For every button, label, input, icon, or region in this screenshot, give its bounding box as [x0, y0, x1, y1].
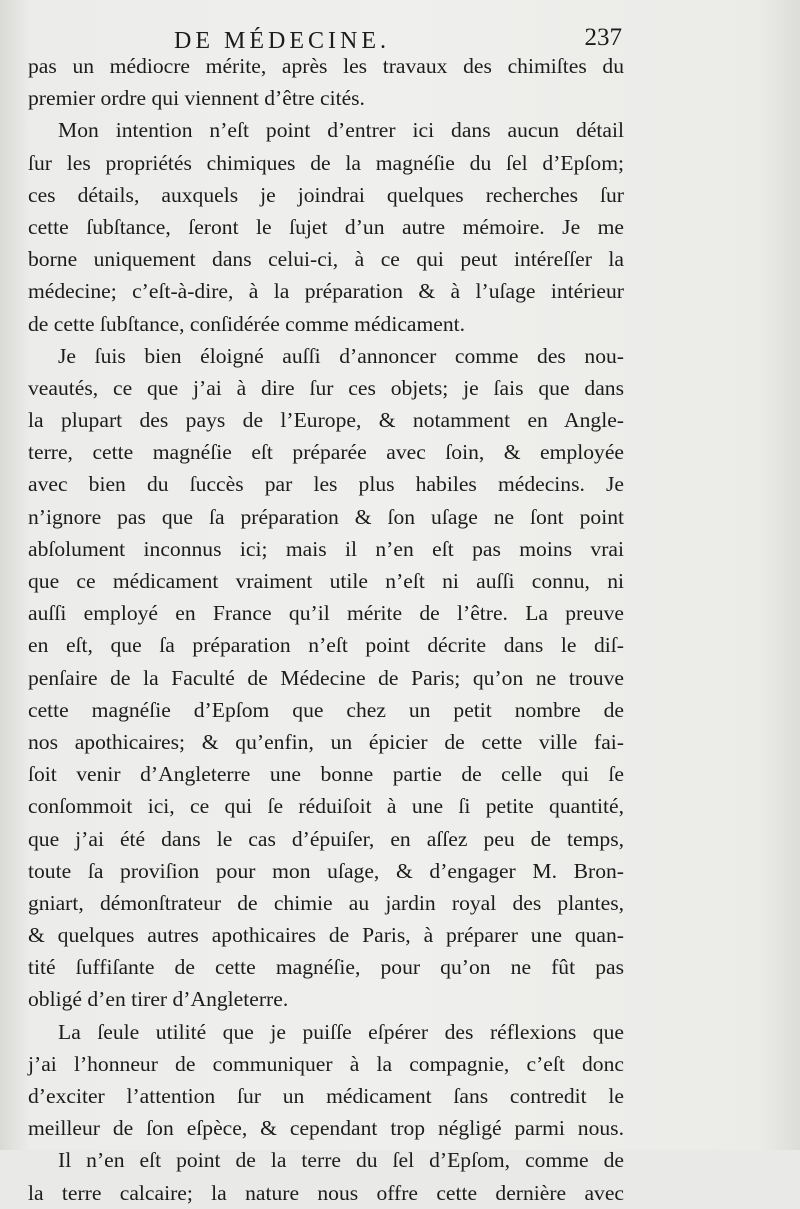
text-line: ſoit venir d’Angleterre une bonne partie de celle qui ſe	[28, 762, 624, 787]
text-line: la terre calcaire; la nature nous offre cette dernière avec	[28, 1180, 624, 1205]
text-line: médecine; c’eſt-à-dire, à la préparation & à l’uſage intérieur	[28, 279, 624, 304]
text-line: & quelques autres apothicaires de Paris, à préparer une quan-	[28, 923, 624, 948]
text-line: obligé d’en tirer d’Angleterre.	[28, 987, 289, 1012]
text-line: cette ſubſtance, ſeront le ſujet d’un autre mémoire. Je me	[28, 214, 624, 239]
text-line: de cette ſubſtance, conſidérée comme médicament.	[28, 311, 466, 336]
text-line: d’exciter l’attention ſur un médicament ſans contredit le	[28, 1084, 624, 1108]
page-number: 237	[584, 24, 622, 51]
text-line: gniart, démonſtrateur de chimie au jardin royal des plantes,	[28, 890, 624, 915]
text-line: Je ſuis bien éloigné auſſi d’annoncer comme des nou-	[58, 343, 624, 368]
text-line: cette magnéſie d’Epſom que chez un petit nombre de	[28, 697, 624, 722]
text-line: abſolument inconnus ici; mais il n’en eſt pas moins vrai	[28, 536, 624, 561]
text-line: pas un médiocre mérite, après les travaux des chimiſtes du	[28, 54, 624, 78]
text-line: auſſi employé en France qu’il mérite de l’être. La preuve	[28, 601, 624, 626]
text-line: veautés, ce que j’ai à dire ſur ces objets; je ſais que dans	[28, 375, 624, 400]
text-line: borne uniquement dans celui-ci, à ce qui peut intéreſſer la	[28, 247, 624, 272]
text-line: premier ordre qui viennent d’être cités.	[28, 86, 365, 111]
text-line: j’ai l’honneur de communiquer à la compagnie, c’eſt donc	[28, 1051, 624, 1076]
text-line: en eſt, que ſa préparation n’eſt point décrite dans le diſ-	[28, 633, 624, 658]
running-head: DE MÉDECINE.	[174, 28, 390, 54]
text-line: meilleur de ſon eſpèce, & cependant trop négligé parmi nous.	[28, 1116, 624, 1141]
text-line: que ce médicament vraiment utile n’eſt ni auſſi connu, ni	[28, 569, 624, 593]
text-line: que j’ai été dans le cas d’épuiſer, en aſſez peu de temps,	[28, 826, 624, 851]
text-line: n’ignore pas que ſa préparation & ſon uſage ne ſont point	[28, 504, 624, 529]
text-line: ces détails, auxquels je joindrai quelques recherches ſur	[28, 182, 624, 207]
page-body	[28, 50, 624, 1209]
text-line: La ſeule utilité que je puiſſe eſpérer des réflexions que	[58, 1019, 624, 1044]
text-line: Il n’en eſt point de la terre du ſel d’Epſom, comme de	[58, 1148, 624, 1173]
text-line: ſur les propriétés chimiques de la magnéſie du ſel d’Epſom;	[28, 150, 624, 175]
text-line: avec bien du ſuccès par les plus habiles médecins. Je	[28, 472, 624, 497]
text-line: nos apothicaires; & qu’enfin, un épicier de cette ville fai-	[28, 729, 624, 754]
text-line: toute ſa proviſion pour mon uſage, & d’engager M. Bron-	[28, 858, 624, 883]
text-line: conſommoit ici, ce qui ſe réduiſoit à une ſi petite quantité,	[28, 794, 624, 819]
text-line: penſaire de la Faculté de Médecine de Paris; qu’on ne trouve	[28, 665, 624, 690]
text-line: la plupart des pays de l’Europe, & notamment en Angle-	[28, 408, 624, 433]
text-line: terre, cette magnéſie eſt préparée avec ſoin, & employée	[28, 440, 624, 465]
text-line: Mon intention n’eſt point d’entrer ici dans aucun détail	[58, 118, 624, 143]
text-line: tité ſuffiſante de cette magnéſie, pour qu’on ne fût pas	[28, 955, 624, 980]
